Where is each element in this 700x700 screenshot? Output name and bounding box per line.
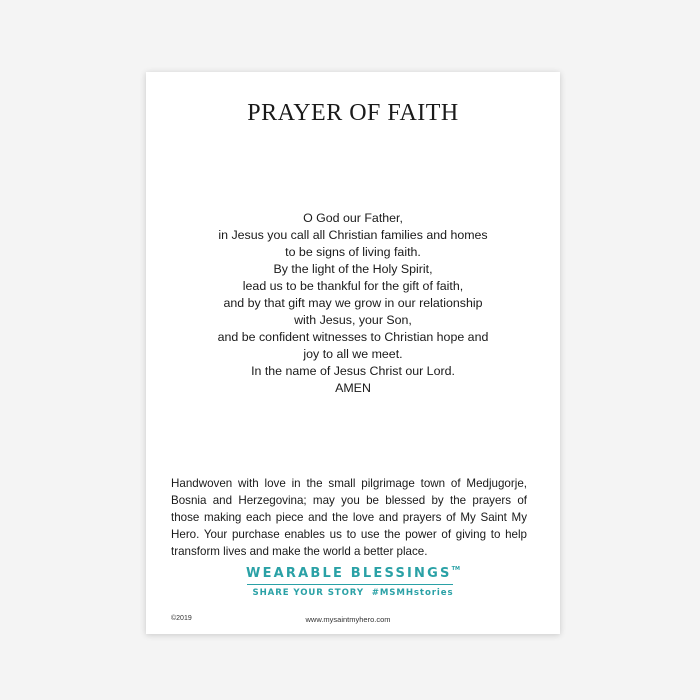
prayer-title: PRAYER OF FAITH <box>247 100 459 126</box>
prayer-line: By the light of the Holy Spirit, <box>273 262 433 276</box>
website-link[interactable]: www.mysaintmyhero.com <box>305 615 391 624</box>
prayer-line: to be signs of living faith. <box>285 245 421 259</box>
prayer-amen: AMEN <box>335 381 371 395</box>
description-paragraph: Handwoven with love in the small pilgrimage town of Medjugorje, Bosnia and Herzegovina; may you be blessed by the prayers of those making each piece and the love and prayers of My Saint My Hero. Your purchase enables us to use the power of giving to help transform lives and make the world a better place. <box>171 476 527 558</box>
prayer-text <box>146 210 560 397</box>
prayer-line: in Jesus you call all Christian families and homes <box>218 228 488 242</box>
prayer-card <box>146 72 560 634</box>
prayer-line: and by that gift may we grow in our relationship <box>223 296 483 310</box>
prayer-line: with Jesus, your Son, <box>294 313 412 327</box>
prayer-line: joy to all we meet. <box>303 347 403 361</box>
brand-name <box>146 566 560 581</box>
prayer-line: In the name of Jesus Christ our Lord. <box>251 364 455 378</box>
prayer-line: lead us to be thankful for the gift of faith, <box>242 279 464 293</box>
copyright-text: ©2019 <box>171 615 192 622</box>
brand-divider <box>247 584 453 585</box>
trademark-mark: TM <box>451 566 460 572</box>
brand-tagline: SHARE YOUR STORY #MSMHstories <box>252 588 454 598</box>
brand-name-text: WEARABLE BLESSINGS <box>246 566 452 581</box>
prayer-line: O God our Father, <box>303 211 403 225</box>
prayer-line: and be confident witnesses to Christian hope and <box>217 330 489 344</box>
